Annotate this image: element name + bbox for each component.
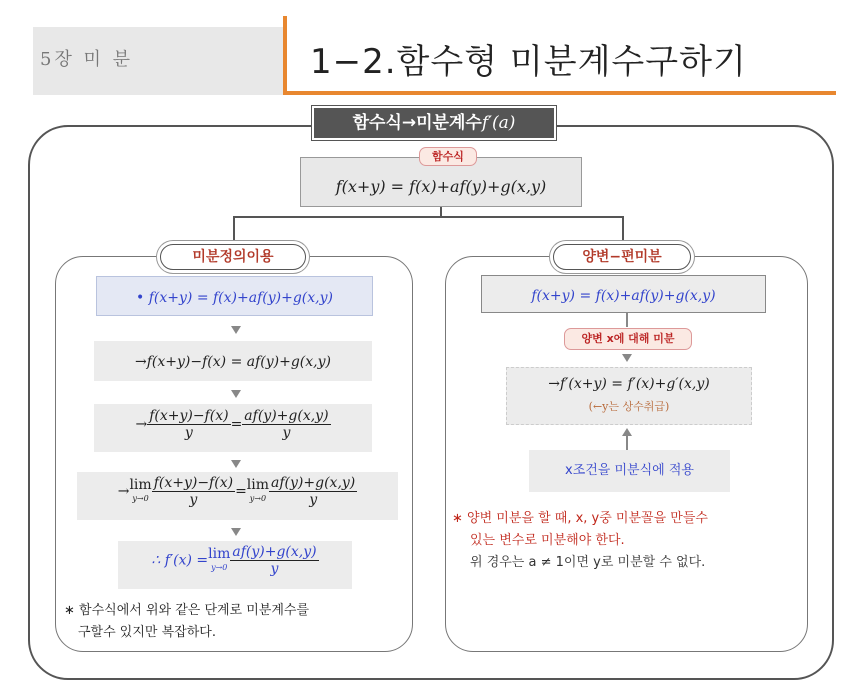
right-note-line-1: ∗ 양변 미분을 할 때, x, y중 미분꼴을 만들수	[452, 511, 708, 526]
left-step-1	[96, 276, 373, 316]
right-box-3-text: x조건을 미분식에 적용	[565, 463, 694, 478]
step4-arrow: →	[117, 483, 130, 500]
arrow-down-icon	[622, 354, 632, 362]
step3-arrow: →	[135, 416, 148, 433]
arrow-down-icon	[231, 326, 241, 334]
step4-lim2-text: lim	[246, 476, 270, 493]
step3-eq: =	[230, 416, 243, 433]
left-step-3	[94, 404, 372, 452]
step4-lim-sub: y→0	[132, 493, 149, 503]
arrow-down-icon	[231, 390, 241, 398]
left-note-line-2: 구할수 있지만 복잡하다.	[78, 625, 216, 640]
step5-lim	[208, 547, 230, 575]
left-step-4	[77, 472, 398, 520]
step4-lhs-fraction	[152, 475, 235, 508]
frame-label-math: f′(a)	[481, 113, 516, 133]
step5-lim-text: lim	[208, 545, 231, 562]
left-note	[64, 600, 309, 644]
right-box-3	[529, 450, 730, 492]
step4-lhs-num: f(x+y)−f(x)	[153, 475, 234, 491]
right-connector-2	[626, 436, 628, 450]
step3-rhs-den: y	[282, 425, 291, 441]
right-box-2-sub: (←y는 상수취급)	[588, 400, 670, 413]
chapter-label: 5장 미 분	[40, 49, 134, 70]
right-box-1	[481, 275, 766, 313]
step4-lhs-den: y	[189, 492, 198, 508]
right-tag: 양변 x에 대해 미분	[564, 328, 692, 350]
arrow-down-icon	[231, 528, 241, 536]
step3-lhs-den: y	[184, 425, 193, 441]
arrow-up-icon	[622, 428, 632, 436]
step4-lim2-sub: y→0	[249, 493, 267, 503]
frame-label-text: 함수식→미분계수	[352, 113, 482, 133]
step4-rhs-num: af(y)+g(x,y)	[271, 475, 356, 491]
left-step-1-text: • f(x+y) = f(x)+af(y)+g(x,y)	[136, 290, 333, 306]
top-equation: f(x+y) = f(x)+af(y)+g(x,y)	[335, 177, 547, 196]
right-connector-1	[626, 313, 628, 327]
step4-lim-text: lim	[129, 476, 152, 493]
right-box-2	[506, 367, 752, 425]
step3-rhs-fraction	[242, 408, 330, 441]
right-box-1-text: f(x+y) = f(x)+af(y)+g(x,y)	[531, 288, 716, 304]
step5-lim-sub: y→0	[211, 562, 228, 572]
step3-lhs-num: f(x+y)−f(x)	[149, 408, 229, 424]
left-pill: 미분정의이용	[160, 244, 306, 270]
left-note-line-1: ∗ 함수식에서 위와 같은 단계로 미분계수를	[64, 603, 310, 618]
page-title: 1−2.함수형 미분계수구하기	[310, 42, 747, 82]
step5-fraction	[230, 544, 318, 577]
top-tag: 함수식	[419, 147, 477, 166]
connector-left	[233, 216, 235, 244]
step4-lim2	[247, 478, 269, 506]
step5-lead: ∴ f′(x) =	[151, 552, 209, 569]
right-pill: 양변−편미분	[553, 244, 691, 270]
right-box-2-main: →f′(x+y) = f′(x)+g′(x,y)	[548, 376, 710, 392]
right-note	[452, 508, 708, 574]
connector-horizontal	[233, 216, 623, 218]
header-accent-horizontal	[283, 91, 836, 95]
step3-lhs-fraction	[147, 408, 230, 441]
frame-label	[312, 106, 556, 140]
left-step-5	[118, 541, 352, 589]
connector-right	[622, 216, 624, 244]
arrow-down-icon	[231, 460, 241, 468]
header-accent-vertical	[283, 16, 287, 95]
step5-den: y	[270, 561, 279, 577]
step5-num: af(y)+g(x,y)	[232, 544, 317, 560]
step4-rhs-den: y	[309, 492, 318, 508]
left-step-2	[94, 341, 372, 381]
right-note-line-2: 있는 변수로 미분해야 한다.	[470, 533, 625, 548]
step4-lim	[129, 478, 151, 506]
step4-rhs-fraction	[269, 475, 357, 508]
step3-rhs-num: af(y)+g(x,y)	[244, 408, 329, 424]
step4-eq: =	[235, 483, 247, 500]
left-step-2-text: →f(x+y)−f(x) = af(y)+g(x,y)	[135, 354, 331, 370]
right-note-line-3: 위 경우는 a ≠ 1이면 y로 미분할 수 없다.	[470, 555, 706, 570]
